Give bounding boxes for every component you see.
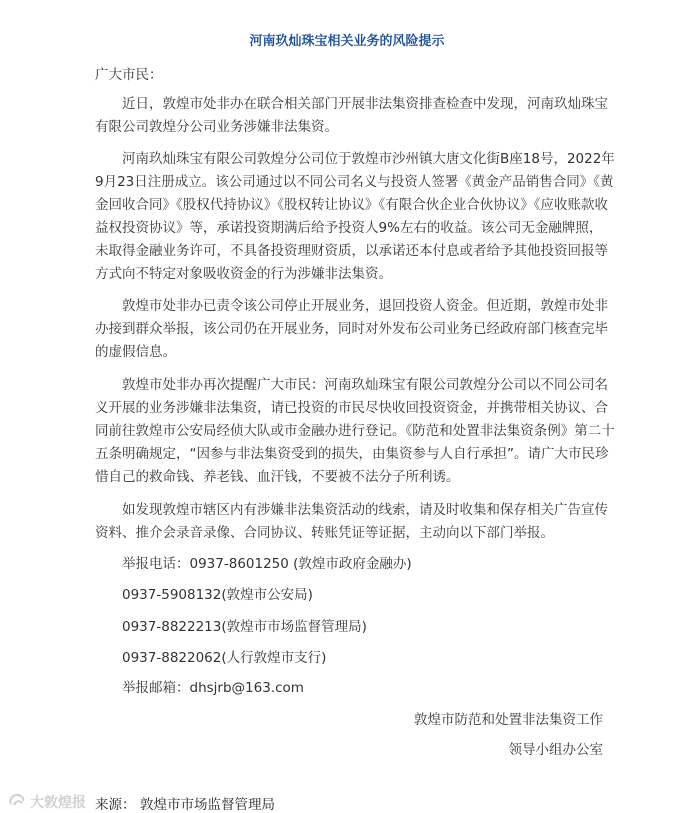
phone-police: 0937-5908132(敦煌市公安局) xyxy=(122,587,313,603)
report-phone: 举报电话：0937-8601250 (敦煌市政府金融办) xyxy=(122,556,412,572)
greeting: 广大市民： xyxy=(95,67,163,83)
phone-pboc-branch: 0937-8822062(人行敦煌市支行) xyxy=(122,650,327,666)
paragraph-3: 敦煌市处非办已责令该公司停止开展业务，退回投资人资金。但近期，敦煌市处非办接到群众举报，该公司仍在开展业务，同时对外发布公司业务已经政府部门核查完毕的虚假信息。 xyxy=(95,298,608,360)
watermark-text: 大敦煌报 xyxy=(30,795,86,811)
paragraph-4: 敦煌市处非办再次提醒广大市民：河南玖灿珠宝有限公司敦煌分公司以不同公司名义开展的业务涉嫌非法集资，请已投资的市民尽快收回投资资金，并携带相关协议、合同前往敦煌市公安局经侦大队或市金融办进行登记。《防范和处置非法集资条例》第二十五条明确规定，“因参与非法集资受到的损失，由集资参与人自行承担”。请广大市民珍惜自己的救命钱、养老钱、血汗钱，不要被不法分子所利诱。 xyxy=(95,377,615,485)
signature-line-1: 敦煌市防范和处置非法集资工作 xyxy=(414,712,603,728)
paragraph-5: 如发现敦煌市辖区内有涉嫌非法集资活动的线索，请及时收集和保存相关广告宣传资料、推介会录音录像、合同协议、转账凭证等证据，主动向以下部门举报。 xyxy=(95,502,608,541)
article-title: 河南玖灿珠宝相关业务的风险提示 xyxy=(249,34,445,49)
paragraph-1: 近日，敦煌市处非办在联合相关部门开展非法集资排查检查中发现，河南玖灿珠宝有限公司敦煌分公司业务涉嫌非法集资。 xyxy=(95,96,608,135)
source-value: 敦煌市市场监督管理局 xyxy=(140,797,275,813)
report-email: 举报邮箱：dhsjrb@163.com xyxy=(122,680,304,696)
watermark-logo-icon xyxy=(8,792,26,808)
signature-line-2: 领导小组办公室 xyxy=(508,742,603,758)
footer xyxy=(0,790,694,813)
paragraph-2: 河南玖灿珠宝有限公司敦煌分公司位于敦煌市沙州镇大唐文化街B座18号，2022年9月23日注册成立。该公司通过以不同公司名义与投资人签署《黄金产品销售合同》《黄金回收合同》《股权代持协议》《股权转让协议》《有限合伙企业合伙协议》《应收账款收益权投资协议》等，承诺投资期满后给予投资人9%左右的收益。该公司无金融牌照，未取得金融业务许可，不具备投资理财资质，以承诺还本付息或者给予其他投资回报等方式向不特定对象吸收资金的行为涉嫌非法集资。 xyxy=(95,151,615,282)
phone-market-regulation: 0937-8822213(敦煌市市场监督管理局) xyxy=(122,619,367,635)
source-label: 来源： xyxy=(95,797,136,813)
